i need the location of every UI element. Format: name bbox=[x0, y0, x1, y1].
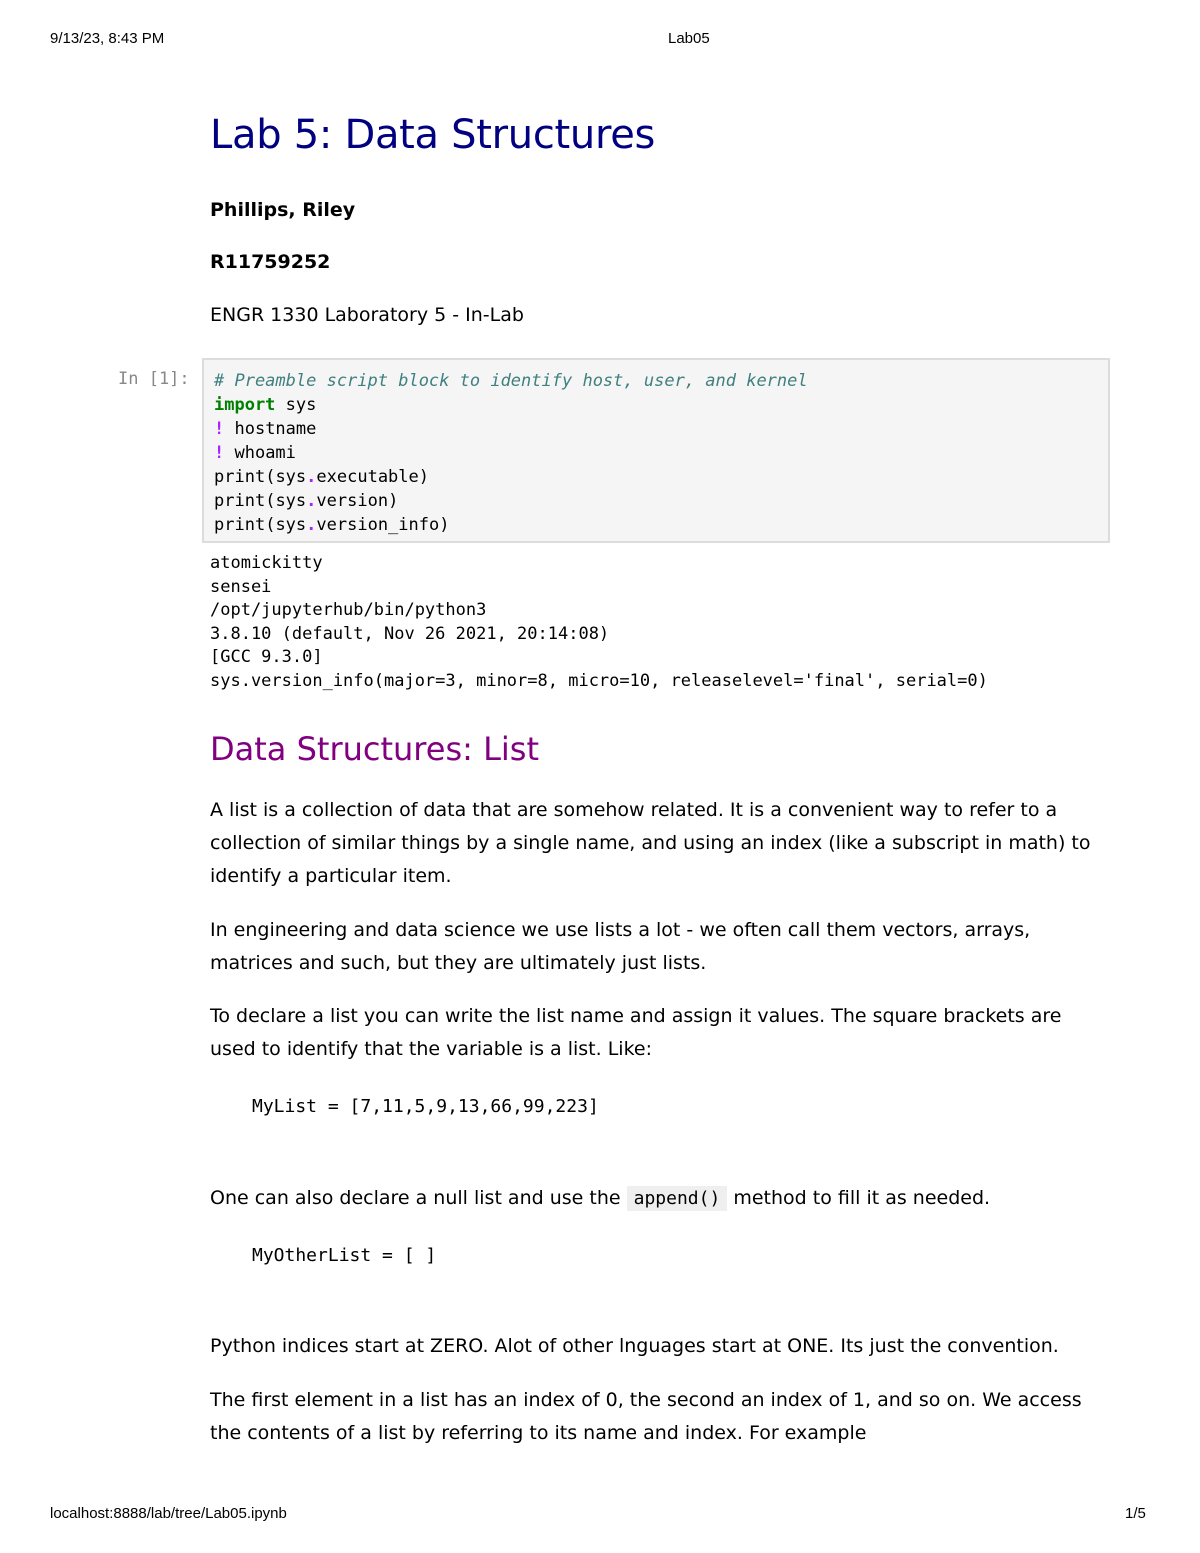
print-call: print bbox=[214, 467, 266, 487]
print-call: print bbox=[214, 515, 266, 535]
paragraph-index-access: The first element in a list has an index of 0, the second an index of 1, and so on. We access the contents of a list by referring to its name and index. For example bbox=[210, 1389, 1082, 1444]
print-url: localhost:8888/lab/tree/Lab05.ipynb bbox=[50, 1505, 287, 1522]
paren: ( bbox=[265, 491, 276, 511]
inline-code-append: append() bbox=[627, 1186, 728, 1211]
cell-prompt: In [1]: bbox=[118, 369, 190, 389]
paren: ) bbox=[388, 491, 399, 511]
paren: ) bbox=[418, 467, 430, 487]
paragraph-declare-list: To declare a list you can write the list name and assign it values. The square brackets are used to identify that the variable is a list. Like: bbox=[210, 1005, 1062, 1060]
shell-command-hostname: hostname bbox=[224, 419, 317, 439]
paragraph-text: method to fill it as needed. bbox=[727, 1187, 991, 1209]
output-line: atomickitty bbox=[210, 553, 323, 573]
paren: ( bbox=[265, 515, 276, 535]
paren: ) bbox=[439, 515, 450, 535]
attr-executable: executable bbox=[316, 467, 419, 487]
attr-version-info: version_info bbox=[316, 515, 440, 535]
paragraph-zero-index: Python indices start at ZERO. Alot of other lnguages start at ONE. Its just the convention. bbox=[210, 1335, 1059, 1357]
dot-operator: . bbox=[306, 515, 317, 535]
cell-output bbox=[210, 552, 988, 694]
shell-command-whoami: whoami bbox=[224, 443, 296, 463]
output-line: sensei bbox=[210, 576, 272, 597]
shell-bang: ! bbox=[214, 419, 225, 439]
output-line: [GCC 9.3.0] bbox=[210, 647, 323, 668]
section-heading: Data Structures: List bbox=[210, 730, 539, 768]
paragraph-list-definition: A list is a collection of data that are somehow related. It is a convenient way to refer to a collection of similar things by a single name, and using an index (like a subscript in math) to identify a particular item. bbox=[210, 799, 1091, 887]
print-doc-title: Lab05 bbox=[668, 30, 710, 47]
code-example-myotherlist: MyOtherList = [ ] bbox=[252, 1245, 437, 1266]
paren: ( bbox=[265, 467, 276, 487]
import-module: sys bbox=[275, 395, 317, 415]
shell-bang: ! bbox=[214, 443, 225, 463]
page-number: 1/5 bbox=[1125, 1505, 1146, 1522]
sys-ref: sys bbox=[275, 515, 307, 535]
student-id: R11759252 bbox=[210, 251, 331, 273]
sys-ref: sys bbox=[275, 467, 307, 487]
output-line: /opt/jupyterhub/bin/python3 bbox=[210, 600, 487, 621]
paragraph-text: One can also declare a null list and use the bbox=[210, 1187, 627, 1209]
author-name: Phillips, Riley bbox=[210, 199, 356, 221]
output-line: sys.version_info(major=3, minor=8, micro=10, releaselevel='final', serial=0) bbox=[210, 670, 988, 691]
print-call: print bbox=[214, 491, 266, 511]
paragraph-null-list bbox=[210, 1182, 1100, 1215]
page-title: Lab 5: Data Structures bbox=[210, 112, 656, 158]
code-example-mylist: MyList = [7,11,5,9,13,66,99,223] bbox=[252, 1096, 599, 1117]
code-comment: # Preamble script block to identify host, user, and kernel bbox=[214, 371, 808, 391]
import-keyword: import bbox=[214, 395, 276, 415]
dot-operator: . bbox=[306, 467, 317, 487]
code-cell[interactable] bbox=[202, 358, 1110, 543]
print-datetime: 9/13/23, 8:43 PM bbox=[50, 30, 165, 47]
dot-operator: . bbox=[306, 491, 317, 511]
output-line: 3.8.10 (default, Nov 26 2021, 20:14:08) bbox=[210, 623, 610, 644]
attr-version: version bbox=[316, 491, 389, 511]
paragraph-engineering-lists: In engineering and data science we use lists a lot - we often call them vectors, arrays, matrices and such, but they are ultimately just lists. bbox=[210, 919, 1031, 974]
code-cell-source bbox=[214, 369, 808, 537]
course-label: ENGR 1330 Laboratory 5 - In-Lab bbox=[210, 304, 524, 326]
sys-ref: sys bbox=[275, 491, 307, 511]
